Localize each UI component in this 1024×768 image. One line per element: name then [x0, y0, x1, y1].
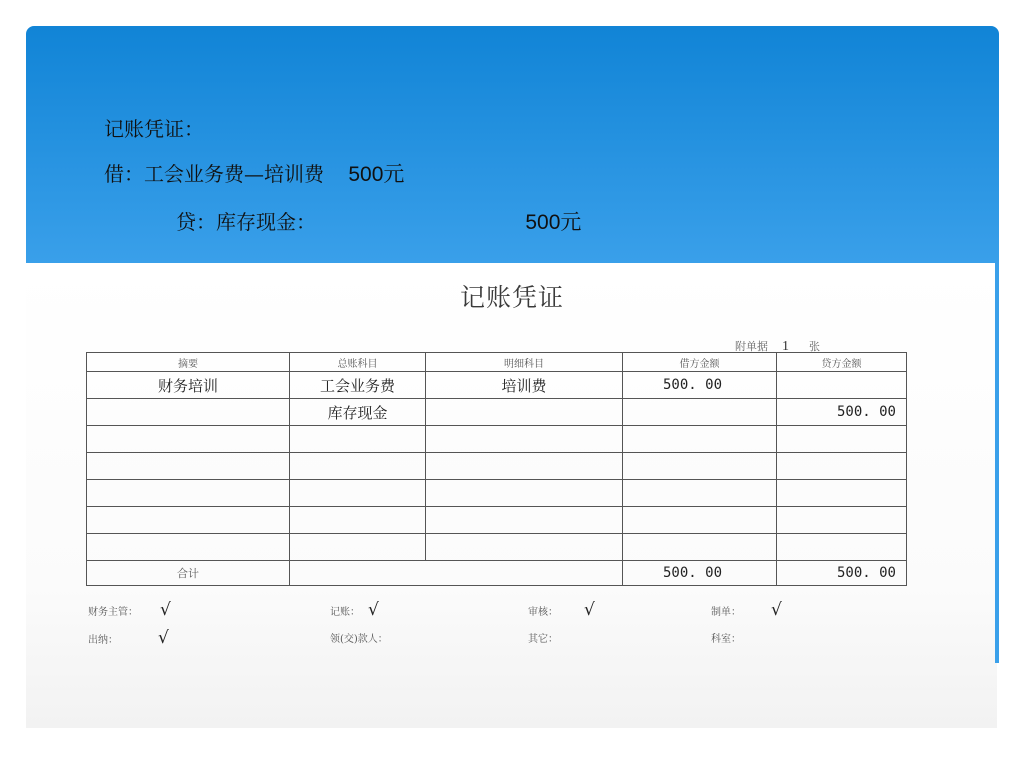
detail-account-cell	[426, 399, 623, 426]
signature-label: 记账：	[330, 607, 360, 618]
table-row-empty	[87, 534, 907, 561]
entry-title-text: 记账凭证：	[104, 117, 204, 141]
column-header: 明细科目	[426, 353, 623, 372]
entry-title	[104, 113, 204, 142]
signature-label: 财务主管：	[88, 607, 138, 618]
credit-entry-amount: 500元	[525, 211, 582, 234]
column-header: 借方金额	[623, 353, 777, 372]
check-mark-icon: √	[160, 600, 171, 620]
signature-other	[528, 630, 558, 645]
attachment-number: 1	[782, 339, 789, 354]
attachment-label: 附单据	[735, 340, 768, 353]
table-row-empty	[87, 507, 907, 534]
voucher-table	[86, 352, 907, 586]
total-debit: 500. 00	[623, 561, 777, 586]
general-account-cell: 工会业务费	[290, 372, 426, 399]
summary-cell	[87, 399, 290, 426]
debit-entry-amount: 500元	[348, 163, 405, 186]
detail-account-cell: 培训费	[426, 372, 623, 399]
check-mark-icon: √	[368, 600, 379, 620]
attachment-unit: 张	[809, 340, 820, 353]
total-row	[87, 561, 907, 586]
check-mark-icon: √	[584, 600, 595, 620]
table-row-empty	[87, 453, 907, 480]
signature-review	[528, 600, 595, 620]
general-account-cell: 库存现金	[290, 399, 426, 426]
column-header: 贷方金额	[777, 353, 907, 372]
total-credit: 500. 00	[777, 561, 907, 586]
scan-edge	[995, 263, 999, 663]
debit-entry	[104, 158, 404, 188]
column-header: 摘要	[87, 353, 290, 372]
signature-label: 审核：	[528, 607, 558, 618]
total-spacer	[290, 561, 623, 586]
signature-label: 科室：	[711, 634, 741, 645]
signature-bookkeeping	[330, 600, 379, 620]
signature-label: 制单：	[711, 607, 741, 618]
debit-entry-text: 借：工会业务费—培训费	[104, 162, 324, 186]
table-row	[87, 399, 907, 426]
signature-cashier	[88, 628, 169, 648]
signature-label: 其它：	[528, 634, 558, 645]
table-header-row	[87, 353, 907, 372]
table-row-empty	[87, 426, 907, 453]
voucher-title: 记账凭证	[459, 283, 564, 312]
credit-amount-cell: 500. 00	[777, 399, 907, 426]
table-row	[87, 372, 907, 399]
total-label: 合计	[87, 561, 290, 586]
column-header: 总账科目	[290, 353, 426, 372]
check-mark-icon: √	[771, 600, 782, 620]
signature-label: 领(交)款人：	[330, 634, 388, 645]
check-mark-icon: √	[158, 628, 169, 648]
signature-prepared	[711, 600, 782, 620]
signature-finance-manager	[88, 600, 171, 620]
debit-amount-cell: 500. 00	[623, 372, 777, 399]
signature-section	[711, 630, 741, 645]
credit-entry-text: 贷：库存现金：	[176, 210, 316, 234]
debit-amount-cell	[623, 399, 777, 426]
credit-amount-cell	[777, 372, 907, 399]
signature-label: 出纳：	[88, 635, 118, 646]
credit-entry	[176, 206, 581, 236]
table-row-empty	[87, 480, 907, 507]
signature-payee	[330, 630, 388, 645]
summary-cell: 财务培训	[87, 372, 290, 399]
